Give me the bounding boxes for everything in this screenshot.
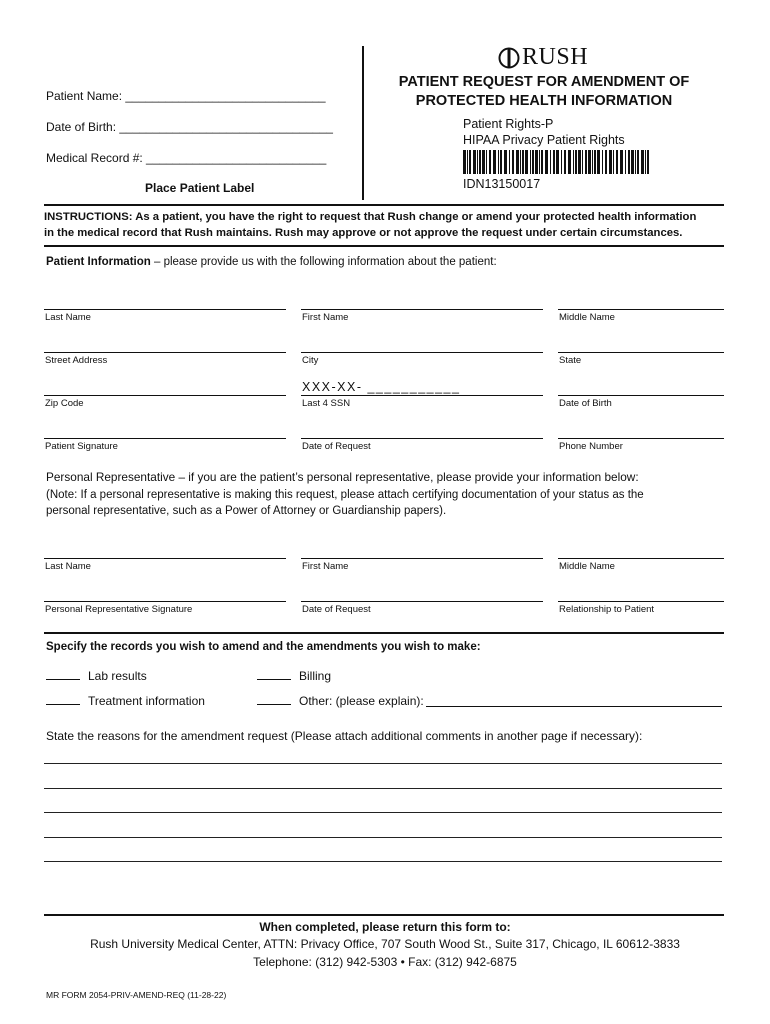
- patient-input-line[interactable]: [558, 352, 724, 353]
- patient-field-label: Patient Signature: [45, 441, 118, 452]
- reason-line[interactable]: [44, 861, 722, 862]
- barcode-bar: [545, 150, 548, 174]
- barcode: [463, 150, 653, 174]
- barcode-bar: [637, 150, 639, 174]
- patient-field-label: Zip Code: [45, 398, 84, 409]
- patient-input-line[interactable]: [44, 352, 286, 353]
- barcode-bar: [568, 150, 571, 174]
- barcode-bar: [573, 150, 574, 174]
- rep-field-label: Middle Name: [559, 561, 615, 572]
- option-lab-results[interactable]: [46, 669, 147, 683]
- rep-input-line[interactable]: [301, 558, 543, 559]
- barcode-bar: [473, 150, 476, 174]
- barcode-bar: [541, 150, 543, 174]
- records-heading: Specify the records you wish to amend and the amendments you wish to make:: [46, 641, 481, 653]
- option-label: Billing: [299, 669, 332, 683]
- rep-note-line1: (Note: If a personal representative is making this request, please attach certifying documentation of your status as the: [46, 489, 644, 501]
- patient-input-line[interactable]: [301, 438, 543, 439]
- barcode-bar: [530, 150, 531, 174]
- reason-line[interactable]: [44, 812, 722, 813]
- patient-field-label: Last 4 SSN: [302, 398, 351, 409]
- barcode-bar: [609, 150, 612, 174]
- barcode-bar: [520, 150, 521, 174]
- barcode-bar: [522, 150, 524, 174]
- patient-input-line[interactable]: [301, 395, 543, 396]
- form-title-line2: PROTECTED HEALTH INFORMATION: [415, 93, 673, 109]
- checkbox-blank[interactable]: [257, 669, 291, 680]
- barcode-bar: [631, 150, 634, 174]
- rush-logo: [498, 44, 588, 71]
- rush-logo-icon: [498, 47, 520, 69]
- option-treatment[interactable]: [46, 694, 205, 708]
- barcode-bar: [588, 150, 591, 174]
- patient-input-line[interactable]: [301, 352, 543, 353]
- checkbox-blank[interactable]: [46, 669, 80, 680]
- reasons-prompt: State the reasons for the amendment request (Please attach additional comments in another page if necessary):: [46, 729, 643, 743]
- patient-name-line[interactable]: Patient Name: ______________________________: [46, 89, 326, 103]
- patient-field-label: Street Address: [45, 355, 108, 366]
- barcode-bar: [575, 150, 577, 174]
- subcategory-text: HIPAA Privacy Patient Rights: [463, 133, 625, 147]
- barcode-bar: [463, 150, 466, 174]
- instructions-line2: in the medical record that Rush maintains. Rush may approve or not approve the request under certain circumstances.: [44, 227, 683, 239]
- rep-field-label: Last Name: [45, 561, 91, 572]
- rep-input-line[interactable]: [44, 601, 286, 602]
- barcode-bar: [550, 150, 551, 174]
- date-of-birth-line[interactable]: Date of Birth: ________________________________: [46, 120, 333, 134]
- barcode-bar: [556, 150, 559, 174]
- barcode-bar: [539, 150, 540, 174]
- rep-input-line[interactable]: [301, 601, 543, 602]
- patient-input-line[interactable]: [44, 438, 286, 439]
- patient-field-label: Last Name: [45, 312, 91, 323]
- barcode-bar: [500, 150, 502, 174]
- barcode-bar: [553, 150, 555, 174]
- patient-input-line[interactable]: [558, 395, 724, 396]
- barcode-bar: [578, 150, 581, 174]
- instructions-bottom-rule: [44, 245, 724, 247]
- barcode-bar: [469, 150, 471, 174]
- category-text: Patient Rights-P: [463, 117, 554, 131]
- header-divider: [362, 46, 364, 200]
- option-other[interactable]: [257, 694, 424, 708]
- barcode-bar: [535, 150, 538, 174]
- option-billing[interactable]: [257, 669, 331, 683]
- option-label: Treatment information: [88, 694, 205, 708]
- instructions-line1: INSTRUCTIONS: As a patient, you have the right to request that Rush change or amend your protected health information: [44, 211, 697, 223]
- option-label: Other: (please explain):: [299, 694, 424, 708]
- footer-address: Rush University Medical Center, ATTN: Privacy Office, 707 South Wood St., Suite 317, Chicago, IL 60612-3833: [90, 937, 680, 951]
- patient-field-label: Date of Birth: [559, 398, 612, 409]
- form-title-line1: PATIENT REQUEST FOR AMENDMENT OF: [398, 74, 690, 90]
- patient-field-label: Date of Request: [302, 441, 371, 452]
- other-explain-line[interactable]: [426, 706, 722, 707]
- barcode-bar: [616, 150, 618, 174]
- barcode-bar: [645, 150, 646, 174]
- rep-note-line2: personal representative, such as a Power of Attorney or Guardianship papers).: [46, 505, 447, 517]
- barcode-bar: [592, 150, 593, 174]
- barcode-bar: [635, 150, 636, 174]
- document-id: IDN13150017: [463, 177, 541, 191]
- patient-info-intro: [46, 256, 497, 268]
- option-label: Lab results: [88, 669, 147, 683]
- patient-input-line[interactable]: [558, 438, 724, 439]
- ssn-prefix[interactable]: XXX-XX- ___________: [302, 380, 461, 394]
- footer-rule: [44, 914, 724, 916]
- rep-input-line[interactable]: [44, 558, 286, 559]
- patient-input-line[interactable]: [558, 309, 724, 310]
- barcode-bar: [620, 150, 623, 174]
- barcode-bar: [625, 150, 626, 174]
- patient-field-label: City: [302, 355, 319, 366]
- patient-info-heading: Patient Information: [46, 256, 151, 268]
- records-top-rule: [44, 632, 724, 634]
- checkbox-blank[interactable]: [257, 694, 291, 705]
- patient-field-label: State: [559, 355, 582, 366]
- reason-line[interactable]: [44, 763, 722, 764]
- rep-input-line[interactable]: [558, 558, 724, 559]
- footer-completed: When completed, please return this form to:: [259, 920, 511, 934]
- barcode-bar: [605, 150, 607, 174]
- barcode-bar: [493, 150, 496, 174]
- place-label-caption: Place Patient Label: [145, 181, 255, 195]
- barcode-bar: [613, 150, 614, 174]
- form-id: MR FORM 2054-PRIV-AMEND-REQ (11-28-22): [46, 990, 227, 1000]
- medical-record-line[interactable]: Medical Record #: ___________________________: [46, 151, 327, 165]
- barcode-bar: [479, 150, 481, 174]
- patient-input-line[interactable]: [44, 395, 286, 396]
- barcode-bar: [477, 150, 478, 174]
- barcode-bar: [516, 150, 519, 174]
- reason-line[interactable]: [44, 788, 722, 789]
- rep-field-label: First Name: [302, 561, 349, 572]
- barcode-bar: [486, 150, 487, 174]
- instructions-top-rule: [44, 204, 724, 206]
- patient-info-intro-text: – please provide us with the following information about the patient:: [150, 256, 497, 268]
- rep-input-line[interactable]: [558, 601, 724, 602]
- barcode-bar: [467, 150, 468, 174]
- barcode-bar: [585, 150, 587, 174]
- barcode-bar: [564, 150, 566, 174]
- barcode-bar: [628, 150, 630, 174]
- reason-line[interactable]: [44, 837, 722, 838]
- barcode-bar: [504, 150, 507, 174]
- rep-field-label: Date of Request: [302, 604, 371, 615]
- checkbox-blank[interactable]: [46, 694, 80, 705]
- barcode-bar: [509, 150, 510, 174]
- rep-intro: Personal Representative – if you are the patient’s personal representative, please provide your information below:: [46, 470, 639, 484]
- barcode-bar: [561, 150, 562, 174]
- barcode-bar: [647, 150, 649, 174]
- rush-logo-text: RUSH: [522, 44, 589, 70]
- barcode-bar: [602, 150, 603, 174]
- barcode-bar: [489, 150, 491, 174]
- patient-input-line[interactable]: [44, 309, 286, 310]
- barcode-bar: [641, 150, 644, 174]
- patient-field-label: Middle Name: [559, 312, 615, 323]
- patient-input-line[interactable]: [301, 309, 543, 310]
- footer-phone: Telephone: (312) 942-5303 • Fax: (312) 942-6875: [253, 955, 517, 969]
- patient-field-label: Phone Number: [559, 441, 623, 452]
- barcode-bar: [498, 150, 499, 174]
- barcode-bar: [532, 150, 534, 174]
- rep-field-label: Relationship to Patient: [559, 604, 655, 615]
- barcode-bar: [597, 150, 600, 174]
- barcode-bar: [525, 150, 528, 174]
- barcode-bar: [582, 150, 583, 174]
- rep-field-label: Personal Representative Signature: [45, 604, 193, 615]
- barcode-bar: [482, 150, 485, 174]
- barcode-bar: [512, 150, 514, 174]
- patient-field-label: First Name: [302, 312, 349, 323]
- barcode-bar: [594, 150, 596, 174]
